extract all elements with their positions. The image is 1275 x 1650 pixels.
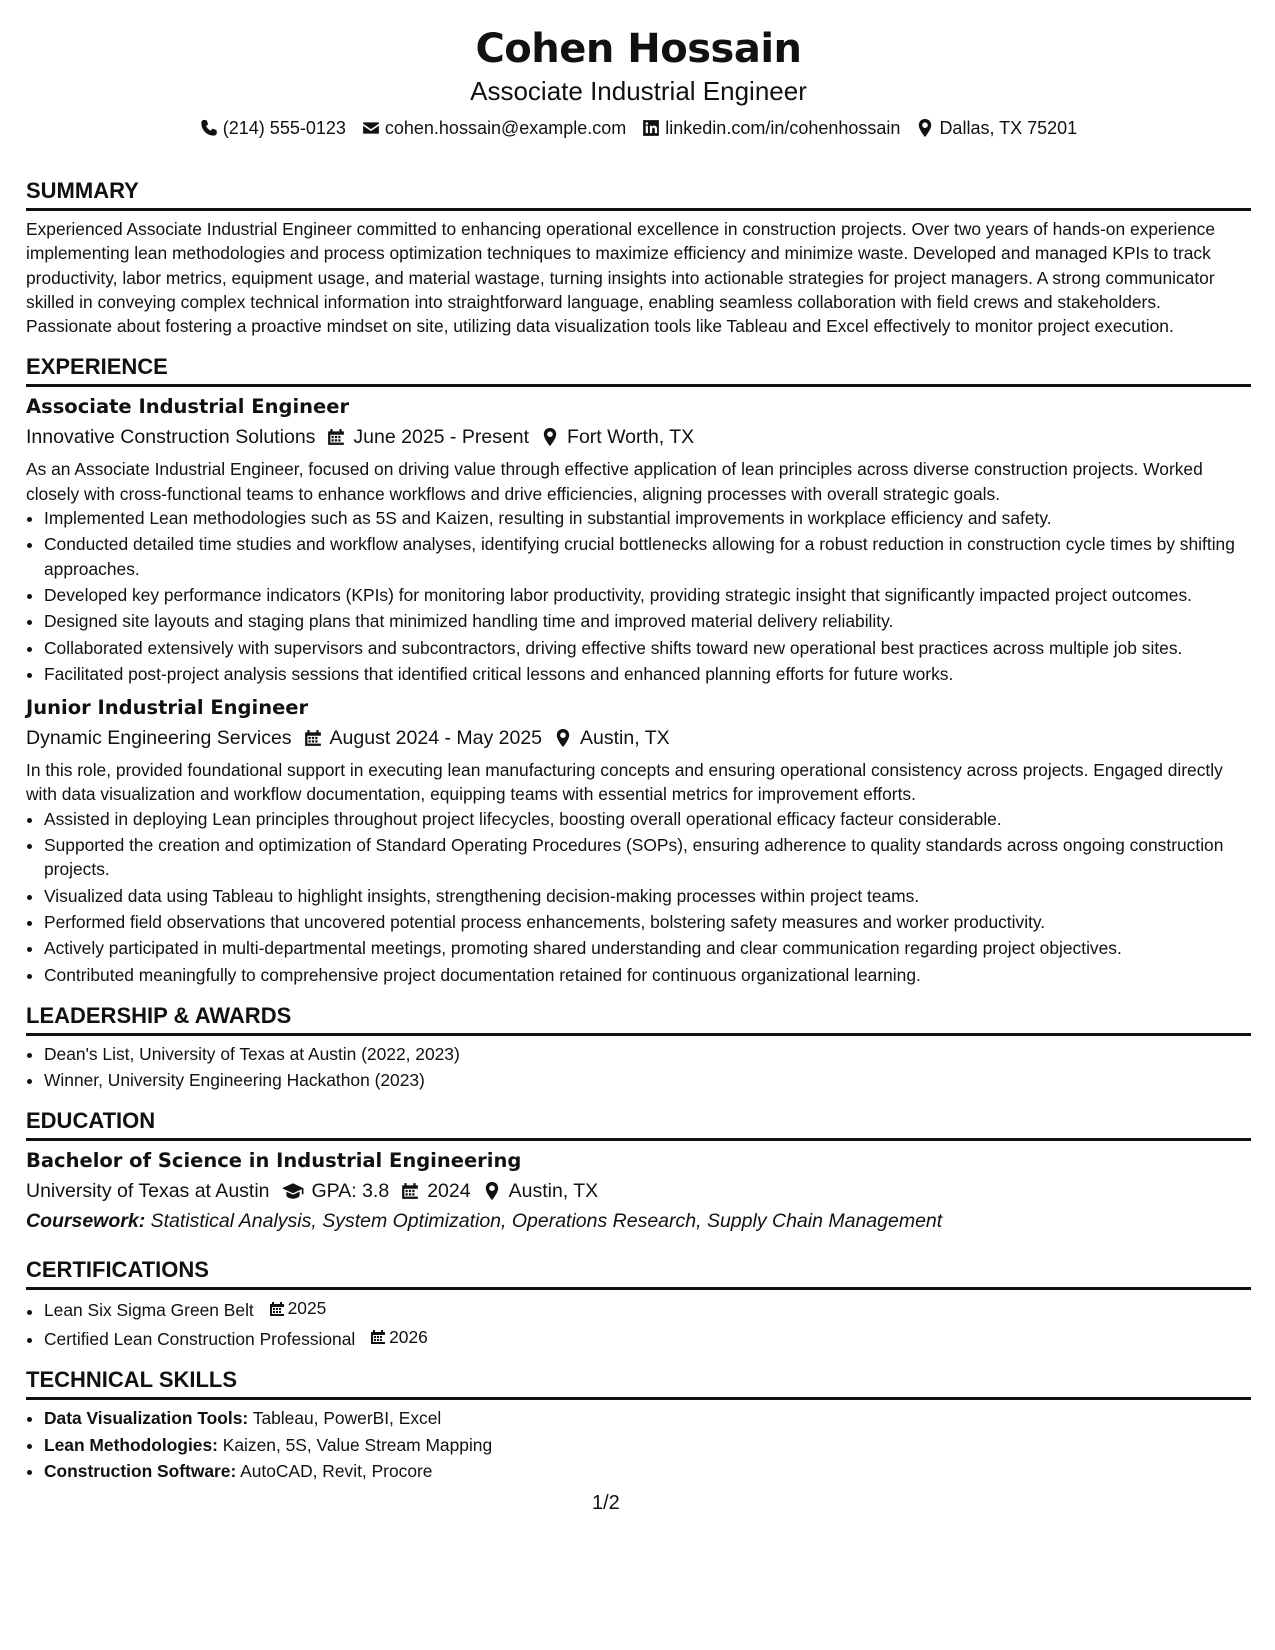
section-heading: SUMMARY [26,176,1251,211]
calendar-icon [304,729,322,747]
summary-text: Experienced Associate Industrial Engineer committed to enhancing operational excellence in construction projects. Over two years of hands-on experience implementing lean methodologies and process optimization techniques to maximize efficiency and minimize waste. Developed and managed KPIs to track productivity, labor metrics, equipment usage, and material wastage, turning insights into actionable strategies for project managers. A strong communicator skilled in conveying complex technical information into straightforward language, enabling seamless collaboration with field crews and stakeholders. Passionate about fostering a proactive mindset on site, utilizing data visualization tools like Tableau and Excel effectively to monitor project execution. [26,219,1216,337]
contact-linkedin[interactable] [642,118,900,139]
job-bullets [26,807,1251,987]
job-location [541,421,694,453]
section-heading: LEADERSHIP & AWARDS [26,1001,1251,1036]
list-item: • Assisted in deploying Lean principles throughout project lifecycles, boosting overall operational efficacy facteur considerable. [44,807,1251,831]
contact-email-text: cohen.hossain@example.com [384,117,627,138]
education-section [26,1106,1251,1235]
school-location-text: Austin, TX [508,1180,599,1203]
contact-bar [26,114,1251,142]
list-item: • Developed key performance indicators (KPIs) for monitoring labor productivity, providing strategic insight that significantly impacted project outcomes. [44,583,1251,607]
resume-page [26,0,1251,1485]
job-company: Innovative Construction Solutions [26,426,316,449]
candidate-title: Associate Industrial Engineer [470,76,807,106]
linkedin-icon [642,119,660,137]
cert-year-text: 2025 [287,1298,327,1319]
section-heading: EDUCATION [26,1106,1251,1141]
calendar-icon [269,1301,285,1317]
contact-location [916,118,1077,139]
list-item: • Supported the creation and optimization of Standard Operating Procedures (SOPs), ensuring adherence to quality standards across ongoing construction projects. [44,833,1251,882]
job-dates-text: June 2025 - Present [353,426,530,449]
candidate-name: Cohen Hossain [475,26,802,72]
cert-name: Lean Six Sigma Green Belt [44,1300,254,1321]
list-item [44,1459,1251,1483]
school-location [483,1175,599,1207]
job-meta [26,421,1251,453]
awards-list [26,1042,1251,1093]
map-pin-icon [554,729,572,747]
list-item: • Performed field observations that uncovered potential process enhancements, bolstering safety measures and worker productivity. [44,910,1251,934]
skill-label: Lean Methodologies: [44,1434,218,1455]
list-item [44,1296,1251,1322]
skill-label: Data Visualization Tools: [44,1408,249,1429]
map-pin-icon [483,1182,501,1200]
cert-year-text: 2026 [389,1326,428,1347]
job-title: Associate Industrial Engineer [26,395,350,419]
resume-header [26,24,1251,142]
calendar-icon [327,428,345,446]
map-pin-icon [916,119,934,137]
map-pin-icon [541,428,559,446]
gpa [282,1175,390,1207]
contact-linkedin-text: linkedin.com/in/cohenhossain [665,117,901,138]
gpa-text: GPA: 3.8 [311,1180,390,1203]
leadership-section [26,1001,1251,1093]
list-item: • Designed site layouts and staging plans that minimized handling time and improved material delivery reliability. [44,609,1251,633]
skills-list [26,1406,1251,1483]
certifications-list [26,1296,1251,1351]
contact-location-text: Dallas, TX 75201 [939,117,1078,138]
job-entry [26,694,1251,987]
skills-section [26,1365,1251,1483]
list-item: • Winner, University Engineering Hackathon (2023) [44,1068,1251,1092]
job-description: As an Associate Industrial Engineer, focused on driving value through effective application of lean principles across diverse construction projects. Worked closely with cross-functional teams to enhance workflows and drive efficiencies, aligning processes with overall strategic goals. [26,459,1203,504]
job-description: In this role, provided foundational support in executing lean manufacturing concepts and ensuring operational consistency across projects. Engaged directly with data visualization and workflow documentation, equipping teams with essential metrics for improvement efforts. [26,760,1223,805]
graduation-year-text: 2024 [427,1180,471,1203]
list-item [44,1406,1251,1430]
job-entry [26,393,1251,686]
cert-year [370,1325,428,1349]
job-dates [304,722,542,754]
job-location-text: Fort Worth, TX [567,426,695,449]
job-dates [327,421,529,453]
coursework-label: Coursework: [26,1210,146,1233]
section-heading: EXPERIENCE [26,352,1251,387]
graduation-year [401,1175,470,1207]
summary-section [26,176,1251,338]
job-bullets [26,506,1251,686]
education-meta [26,1175,1251,1207]
skill-value: Tableau, PowerBI, Excel [252,1408,442,1429]
list-item: • Dean's List, University of Texas at Austin (2022, 2023) [44,1042,1251,1066]
section-heading: TECHNICAL SKILLS [26,1365,1251,1400]
skill-value: Kaizen, 5S, Value Stream Mapping [222,1434,493,1455]
list-item: • Facilitated post-project analysis sessions that identified critical lessons and enhanced planning efforts for future works. [44,662,1251,686]
skill-value: AutoCAD, Revit, Procore [240,1460,433,1481]
cert-name: Certified Lean Construction Professional [44,1329,356,1349]
skill-label: Construction Software: [44,1460,237,1481]
list-item: • Collaborated extensively with supervisors and subcontractors, driving effective shifts toward new operational best practices across multiple job sites. [44,636,1251,660]
job-location-text: Austin, TX [580,727,670,750]
section-heading: CERTIFICATIONS [26,1255,1251,1290]
contact-email[interactable] [362,118,626,139]
contact-phone-text: (214) 555-0123 [222,117,346,138]
certifications-section [26,1255,1251,1351]
job-title: Junior Industrial Engineer [26,696,309,720]
coursework [26,1207,1251,1235]
list-item: • Visualized data using Tableau to highlight insights, strengthening decision-making processes within project teams. [44,884,1251,908]
calendar-icon [401,1182,419,1200]
job-location [554,722,670,754]
list-item: • Conducted detailed time studies and workflow analyses, identifying crucial bottlenecks allowing for a robust reduction in construction cycle times by shifting approaches. [44,532,1251,581]
list-item [44,1433,1251,1457]
calendar-icon [370,1329,386,1345]
envelope-icon [362,119,380,137]
phone-icon [200,119,218,137]
list-item: • Contributed meaningfully to comprehensive project documentation retained for continuous organizational learning. [44,963,1251,987]
contact-phone[interactable] [200,118,346,139]
experience-section [26,352,1251,986]
job-company: Dynamic Engineering Services [26,727,292,750]
list-item: • Actively participated in multi-departmental meetings, promoting shared understanding and clear communication regarding project objectives. [44,936,1251,960]
school-name: University of Texas at Austin [26,1180,270,1203]
job-meta [26,722,1251,754]
list-item: • Implemented Lean methodologies such as 5S and Kaizen, resulting in substantial improvements in workplace efficiency and safety. [44,506,1251,530]
degree-title: Bachelor of Science in Industrial Engineering [26,1149,522,1173]
cert-year [269,1296,327,1320]
job-dates-text: August 2024 - May 2025 [329,727,543,750]
coursework-text: Statistical Analysis, System Optimization, Operations Research, Supply Chain Management [150,1210,943,1233]
list-item [44,1325,1251,1351]
graduation-cap-icon [282,1182,304,1200]
page-number: 1/2 [592,1492,620,1514]
